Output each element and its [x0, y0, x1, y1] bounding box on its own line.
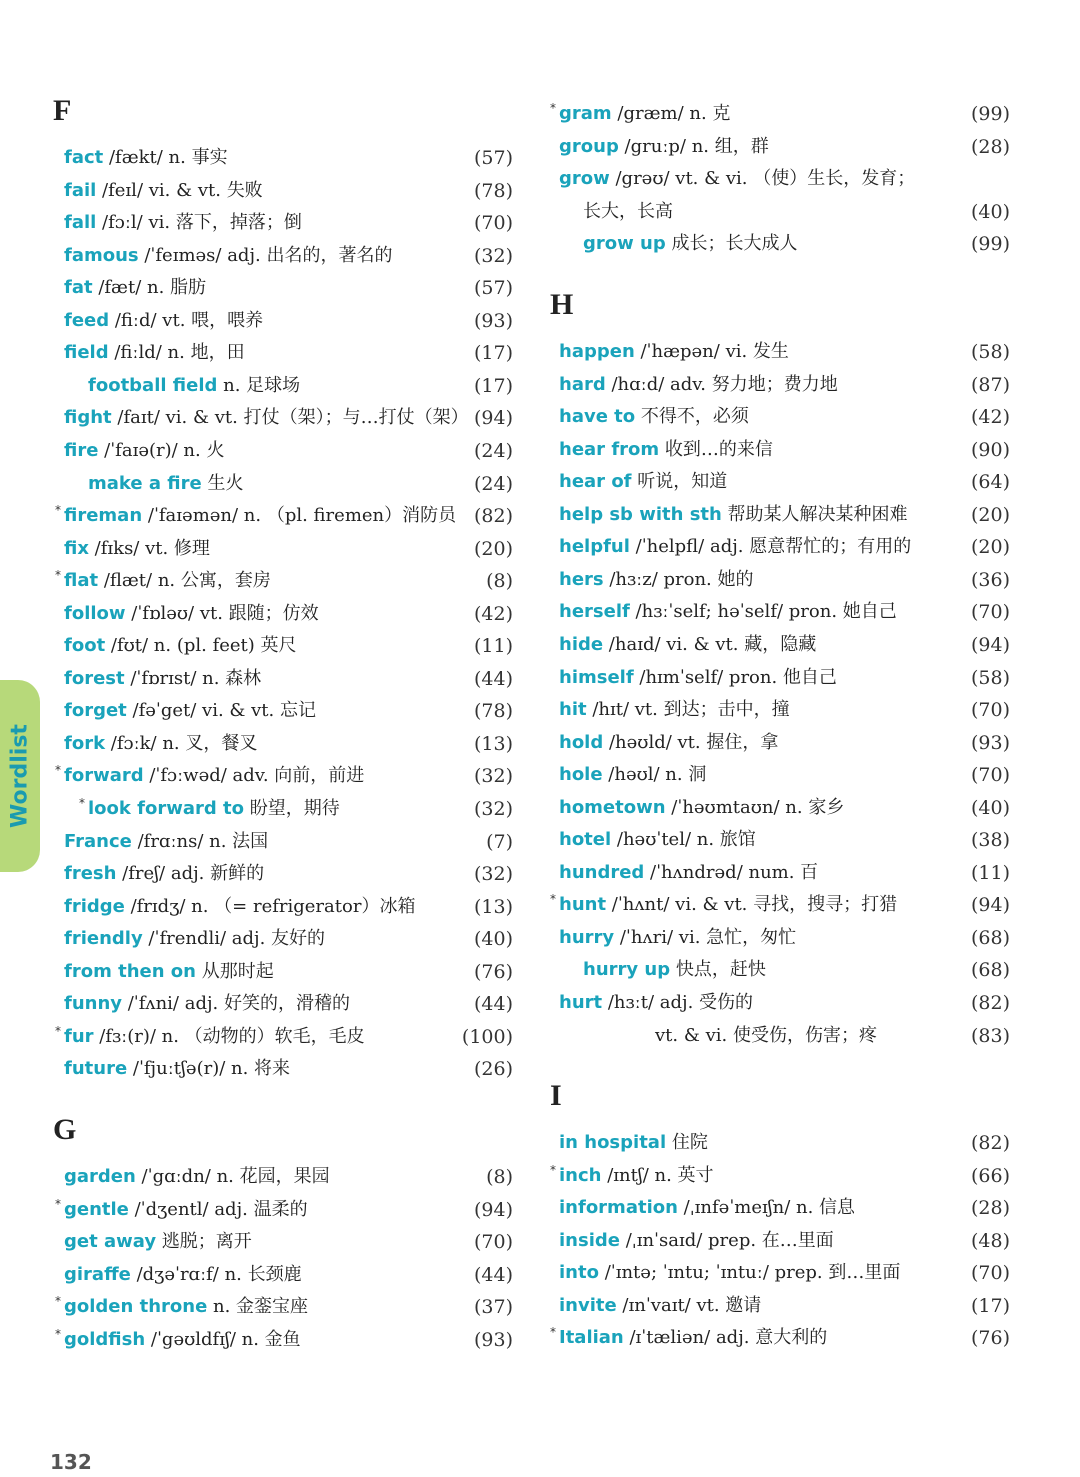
headword: football field [88, 374, 218, 396]
headword: hurt [559, 992, 603, 1013]
word-entry [0, 337, 540, 369]
definition: n. 足球场 [217, 374, 301, 396]
headword: have to [559, 406, 636, 428]
page-reference: (66) [970, 1164, 1010, 1187]
definition: 住院 [666, 1132, 708, 1153]
headword: fight [64, 407, 112, 429]
page-reference: (68) [970, 926, 1010, 949]
page-reference: (99) [970, 233, 1010, 256]
headword: inside [559, 1229, 620, 1251]
definition: /haɪd/ vi. & vt. 藏，隐藏 [603, 633, 817, 655]
headword: golden throne [64, 1296, 208, 1318]
page-reference: (70) [970, 699, 1010, 722]
page-reference: (7) [486, 830, 513, 853]
definition: /fiːd/ vt. 喂，喂养 [109, 309, 264, 331]
headword: follow [64, 602, 126, 624]
word-entry [0, 142, 540, 174]
definition: /həʊl/ n. 洞 [602, 764, 707, 786]
star-marker: * [55, 503, 61, 518]
page-reference: (20) [970, 503, 1010, 526]
headword: giraffe [64, 1263, 131, 1285]
word-entry [0, 858, 540, 890]
definition: /hɜːˈself; həˈself/ pron. 她自己 [629, 601, 897, 623]
page-reference: (70) [970, 1262, 1010, 1285]
headword: make a fire [88, 472, 202, 494]
word-entry [540, 228, 1080, 260]
definition: /həʊˈtel/ n. 旅馆 [611, 829, 756, 851]
page-reference: (57) [473, 147, 513, 169]
word-entry [540, 824, 1080, 856]
definition: 听说，知道 [631, 471, 728, 493]
definition: n. 金銮宝座 [207, 1296, 309, 1318]
headword: hear from [559, 438, 660, 460]
word-entry [0, 923, 540, 955]
headword: friendly [64, 928, 143, 950]
word-entry [540, 629, 1080, 661]
definition: /ˈhelpfl/ adj. 愿意帮忙的；有用的 [629, 536, 912, 558]
definition: /ˈfɔːwəd/ adv. 向前，前进 [143, 765, 365, 787]
word-entry [0, 533, 540, 565]
definition: 逃脱；离开 [156, 1231, 252, 1253]
definition: /fɪks/ vt. 修理 [88, 537, 210, 559]
page-reference: (82) [970, 1132, 1010, 1154]
headword: hear of [559, 471, 632, 493]
page-reference: (94) [970, 894, 1010, 917]
definition: /ˈfaɪəmən/ n. （pl. firemen）消防员 [142, 505, 457, 527]
definition: 生火 [201, 472, 244, 494]
headword: field [64, 342, 109, 364]
word-entry [540, 98, 1080, 130]
word-entry [540, 1290, 1080, 1322]
page-reference: (70) [970, 764, 1010, 787]
page-reference: (13) [473, 895, 513, 918]
definition: /hɜːt/ adj. 受伤的 [602, 992, 754, 1013]
definition: /fəˈget/ vi. & vt. 忘记 [126, 700, 316, 722]
page-reference: (44) [473, 667, 513, 690]
definition: /ˈfeɪməs/ adj. 出名的，著名的 [138, 244, 393, 266]
definition: /græm/ n. 克 [611, 103, 731, 124]
page-reference: (82) [473, 505, 513, 528]
star-marker: * [550, 892, 556, 907]
word-entry [0, 1226, 540, 1258]
word-entry [540, 369, 1080, 401]
definition: 盼望，期待 [244, 798, 340, 819]
headword: hometown [559, 796, 666, 818]
headword: hole [559, 764, 603, 786]
page-reference: (40) [970, 796, 1010, 819]
page-reference: (24) [473, 439, 513, 462]
definition: 帮助某人解决某种困难 [721, 503, 908, 525]
word-entry [540, 954, 1080, 986]
word-entry [0, 240, 540, 272]
word-entry [0, 728, 540, 760]
definition: vt. & vi. 使受伤，伤害；疼 [655, 1024, 877, 1046]
page-reference: (8) [486, 1166, 513, 1188]
page-number: 132 [50, 1450, 92, 1474]
word-entry [0, 630, 540, 662]
word-entry [540, 1322, 1080, 1354]
headword: fix [64, 537, 89, 559]
word-entry [0, 891, 540, 923]
word-entry [0, 793, 540, 825]
headword: in hospital [559, 1132, 667, 1153]
word-entry [540, 694, 1080, 726]
page-reference: (64) [970, 471, 1010, 494]
word-entry [540, 1192, 1080, 1224]
word-entry [0, 1194, 540, 1226]
definition: 快点，赶快 [670, 959, 766, 981]
word-entry [540, 662, 1080, 694]
definition: /ˈfaɪə(r)/ n. 火 [98, 439, 225, 461]
page-reference: (32) [473, 863, 513, 886]
page-reference: (94) [473, 407, 513, 430]
star-marker: * [55, 1294, 61, 1309]
word-entry [0, 1259, 540, 1291]
word-entry [540, 466, 1080, 498]
word-entry [540, 336, 1080, 368]
word-entry [0, 1324, 540, 1356]
word-entry [540, 499, 1080, 531]
headword: hit [559, 699, 587, 721]
page-reference: (17) [473, 342, 513, 365]
headword: hurry [559, 926, 615, 948]
page-reference: (78) [473, 179, 513, 202]
definition: /ˌɪnfəˈmeɪʃn/ n. 信息 [677, 1197, 856, 1219]
headword: Italian [559, 1327, 624, 1349]
star-marker: * [79, 796, 85, 810]
definition: /ˈfrendli/ adj. 友好的 [142, 928, 326, 950]
page-reference: (82) [970, 992, 1010, 1014]
page-reference: (42) [970, 406, 1010, 429]
headword: helpful [559, 536, 630, 558]
definition: 收到…的来信 [659, 438, 773, 460]
definition: /fʊt/ n. (pl. feet) 英尺 [105, 635, 297, 657]
word-entry [540, 1225, 1080, 1257]
page-reference: (32) [473, 765, 513, 788]
headword: hide [559, 633, 604, 655]
headword: fat [64, 277, 93, 299]
word-entry [0, 370, 540, 402]
page-reference: (38) [970, 829, 1010, 852]
page-reference: (99) [970, 103, 1010, 125]
page-reference: (37) [473, 1296, 513, 1319]
page-reference: (94) [970, 633, 1010, 656]
definition: /freʃ/ adj. 新鲜的 [116, 863, 265, 885]
headword: fresh [64, 863, 117, 885]
page-reference: (44) [473, 993, 513, 1016]
word-entry [540, 759, 1080, 791]
star-marker: * [55, 1326, 61, 1341]
page-reference: (70) [473, 1231, 513, 1254]
headword: fridge [64, 895, 125, 917]
word-entry [0, 826, 540, 858]
page-reference: (11) [473, 635, 513, 658]
page-reference: (11) [970, 861, 1010, 884]
headword: himself [559, 666, 634, 688]
definition: 成长；长大成人 [665, 233, 798, 255]
definition: /fæt/ n. 脂肪 [92, 277, 207, 299]
headword: hold [559, 731, 604, 753]
word-entry [540, 1160, 1080, 1192]
definition: /hɪmˈself/ pron. 他自己 [633, 666, 837, 688]
headword: flat [64, 570, 99, 592]
word-entry [0, 435, 540, 467]
definition: /ˈhəʊmtaʊn/ n. 家乡 [665, 796, 845, 818]
word-entry [0, 1021, 540, 1053]
headword: hotel [559, 829, 612, 851]
headword: happen [559, 341, 635, 362]
word-entry [0, 1291, 540, 1323]
definition: /həʊld/ vt. 握住，拿 [603, 731, 779, 753]
word-entry [0, 305, 540, 337]
word-entry [0, 272, 540, 304]
word-entry [540, 889, 1080, 921]
page-reference: (44) [473, 1263, 513, 1286]
page-reference: (76) [970, 1327, 1010, 1350]
headword: information [559, 1197, 678, 1219]
page-reference: (78) [473, 700, 513, 723]
star-marker: * [55, 1023, 61, 1038]
definition: /ˈhʌndrəd/ num. 百 [644, 861, 819, 883]
word-entry [0, 207, 540, 239]
page-reference: (100) [461, 1025, 513, 1048]
page-reference: (58) [970, 341, 1010, 363]
word-entry [0, 988, 540, 1020]
word-entry [540, 857, 1080, 889]
page-reference: (8) [486, 570, 513, 593]
headword: fall [64, 212, 97, 234]
headword: grow [559, 168, 610, 190]
headword: grow up [583, 233, 666, 255]
page-reference: (20) [473, 537, 513, 560]
word-entry [540, 401, 1080, 433]
headword: foot [64, 635, 106, 657]
page-reference: (70) [473, 212, 513, 235]
word-entry [540, 434, 1080, 466]
definition: /ˈfjuːtʃə(r)/ n. 将来 [127, 1058, 291, 1080]
page-reference: (57) [473, 277, 513, 300]
page-reference: (36) [970, 568, 1010, 591]
side-tab-label: Wordlist [7, 724, 33, 828]
word-entry [540, 131, 1080, 163]
headword: feed [64, 309, 110, 331]
definition: /hɪt/ vt. 到达；击中，撞 [586, 699, 790, 721]
headword: hard [559, 373, 606, 395]
definition: /ˈfɒrɪst/ n. 森林 [124, 667, 262, 689]
headword: forest [64, 667, 125, 689]
headword: goldfish [64, 1328, 146, 1350]
star-marker: * [550, 1325, 556, 1340]
headword: fork [64, 732, 106, 754]
definition: /frɪdʒ/ n. （= refrigerator）冰箱 [124, 895, 416, 917]
word-entry [540, 792, 1080, 824]
headword: get away [64, 1231, 157, 1253]
headword: funny [64, 993, 123, 1015]
definition: /ˈhʌnt/ vi. & vt. 寻找，搜寻；打猎 [606, 894, 898, 916]
word-entry [0, 565, 540, 597]
section-letter: G [53, 1113, 77, 1146]
definition: /feɪl/ vi. & vt. 失败 [96, 179, 263, 201]
star-marker: * [55, 1196, 61, 1211]
definition: /flæt/ n. 公寓，套房 [98, 570, 271, 592]
page-reference: (87) [970, 373, 1010, 396]
definition: /grəʊ/ vt. & vi. （使）生长，发育； [609, 168, 916, 190]
word-entry [0, 500, 540, 532]
word-entry [540, 596, 1080, 628]
page-reference: (90) [970, 438, 1010, 461]
definition: /hɜːz/ pron. 她的 [603, 568, 754, 590]
page-reference: (17) [473, 374, 513, 397]
page-reference: (68) [970, 959, 1010, 982]
headword: forget [64, 700, 127, 722]
headword: fireman [64, 505, 143, 527]
word-entry [540, 196, 1080, 228]
definition: /gruːp/ n. 组，群 [618, 135, 769, 157]
definition: /ˈfɒləʊ/ vt. 跟随；仿效 [125, 602, 319, 624]
headword: inch [559, 1164, 602, 1186]
headword: hundred [559, 861, 645, 883]
page-reference: (32) [473, 244, 513, 267]
definition: /ɪˈtæliən/ adj. 意大利的 [623, 1327, 828, 1349]
word-entry [0, 1053, 540, 1085]
headword: garden [64, 1166, 136, 1187]
headword: famous [64, 244, 139, 266]
word-entry [540, 531, 1080, 563]
word-entry [0, 468, 540, 500]
page-reference: (93) [473, 309, 513, 332]
star-marker: * [550, 1162, 556, 1177]
headword: fail [64, 179, 97, 201]
page-reference: (24) [473, 472, 513, 495]
definition: /ˈdʒentl/ adj. 温柔的 [128, 1198, 308, 1220]
headword: fire [64, 439, 99, 461]
word-entry [0, 175, 540, 207]
page-reference: (17) [970, 1294, 1010, 1317]
headword: gram [559, 103, 612, 124]
headword: hurry up [583, 959, 671, 981]
definition: 长大，长高 [583, 200, 673, 222]
definition: /ˈgəʊldfɪʃ/ n. 金鱼 [145, 1328, 301, 1350]
page-reference: (42) [473, 602, 513, 625]
section-letter: F [53, 94, 72, 127]
section-letter: I [550, 1079, 562, 1112]
definition: /ˈgɑːdn/ n. 花园，果园 [135, 1166, 330, 1187]
headword: look forward to [88, 798, 244, 819]
definition: /ˌɪnˈsaɪd/ prep. 在…里面 [619, 1229, 834, 1251]
headword: invite [559, 1294, 617, 1316]
page-reference: (76) [473, 960, 513, 983]
page-reference: (26) [473, 1058, 513, 1081]
word-entry [540, 564, 1080, 596]
word-entry [540, 1127, 1080, 1159]
word-entry [540, 987, 1080, 1019]
definition: /fiːld/ n. 地，田 [108, 342, 245, 364]
page-reference: (13) [473, 732, 513, 755]
star-marker: * [550, 101, 556, 115]
headword: fur [64, 1025, 94, 1047]
headword: future [64, 1058, 128, 1080]
page-reference: (32) [473, 798, 513, 820]
headword: hers [559, 568, 604, 590]
word-entry [540, 922, 1080, 954]
page-reference: (48) [970, 1229, 1010, 1252]
section-letter: H [550, 288, 574, 321]
headword: forward [64, 765, 144, 787]
page-reference: (58) [970, 666, 1010, 689]
definition: /fɜː(r)/ n. （动物的）软毛，毛皮 [93, 1025, 365, 1047]
definition: 从那时起 [196, 960, 274, 982]
star-marker: * [55, 568, 61, 583]
page-reference: (93) [970, 731, 1010, 754]
word-entry [540, 163, 1080, 195]
word-entry [540, 1257, 1080, 1289]
word-entry [540, 1020, 1080, 1052]
definition: /frɑːns/ n. 法国 [131, 830, 269, 852]
headword: France [64, 830, 132, 852]
headword: gentle [64, 1198, 129, 1220]
word-entry [0, 956, 540, 988]
definition: /ɪnˈvaɪt/ vt. 邀请 [616, 1294, 762, 1316]
definition: /ɪntʃ/ n. 英寸 [601, 1164, 714, 1186]
definition: /ˈhʌri/ vi. 急忙，匆忙 [614, 926, 797, 948]
definition: /dʒəˈrɑːf/ n. 长颈鹿 [130, 1263, 302, 1285]
definition: /ˈhæpən/ vi. 发生 [634, 341, 789, 362]
headword: into [559, 1262, 599, 1284]
definition: /fɔːk/ n. 叉，餐叉 [105, 732, 258, 754]
word-entry [540, 727, 1080, 759]
page-reference: (70) [970, 601, 1010, 624]
definition: /hɑːd/ adv. 努力地；费力地 [605, 373, 838, 395]
word-entry [0, 695, 540, 727]
headword: hunt [559, 894, 607, 916]
page-reference: (28) [970, 135, 1010, 158]
page-reference: (94) [473, 1198, 513, 1221]
headword: help sb with sth [559, 503, 722, 525]
definition: /fækt/ n. 事实 [103, 147, 228, 168]
definition: /ˈɪntə; ˈɪntu; ˈɪntuː/ prep. 到…里面 [598, 1262, 901, 1284]
page-reference: (93) [473, 1328, 513, 1351]
headword: herself [559, 601, 630, 623]
word-entry [0, 598, 540, 630]
page-reference: (40) [473, 928, 513, 951]
page-reference: (40) [970, 200, 1010, 223]
definition: /faɪt/ vi. & vt. 打仗（架）；与…打仗（架） [111, 407, 469, 429]
page-reference: (28) [970, 1197, 1010, 1220]
word-entry [0, 402, 540, 434]
definition: 不得不，必须 [635, 406, 749, 428]
headword: fact [64, 147, 104, 168]
word-entry [0, 663, 540, 695]
word-entry [0, 1161, 540, 1193]
definition: /fɔːl/ vi. 落下，掉落；倒 [96, 212, 302, 234]
definition: /ˈfʌni/ adj. 好笑的，滑稽的 [122, 993, 350, 1015]
headword: group [559, 135, 619, 157]
page-reference: (20) [970, 536, 1010, 559]
headword: from then on [64, 960, 196, 982]
page-reference: (83) [970, 1024, 1010, 1047]
star-marker: * [55, 763, 61, 778]
